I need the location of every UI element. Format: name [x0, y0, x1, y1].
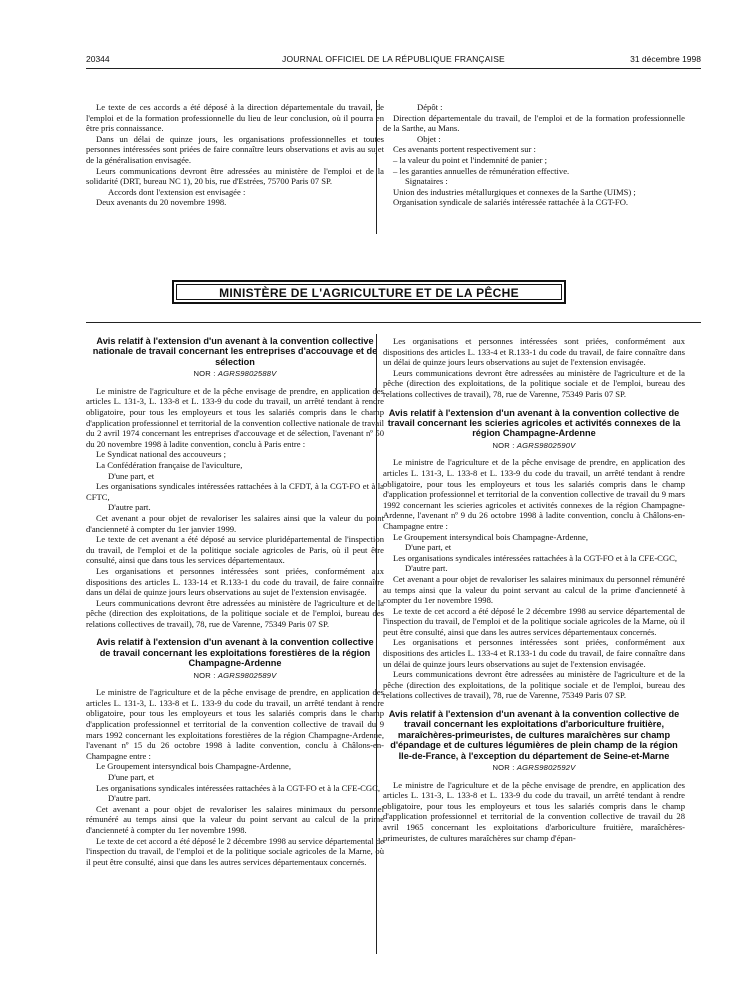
paragraph: Le Groupement intersyndical bois Champagne-Ardenne,	[393, 531, 588, 542]
column-divider	[376, 334, 377, 954]
paragraph: Le ministre de l'agriculture et de la pêche envisage de prendre, en application des articles L. 131-3, L. 133-8 et L. 133-9 du code du travail, un arrêté tendant à rendre obligatoire, pour tous les employeurs et tous les salariés compris dans le champ d'application professionnel et territorial de la convention collective de travail du 9 mars 1992 concernant les exploitations forestières de la région Champagne-Ardenne, l'avenant nº 15 du 26 octobre 1998 à ladite convention, conclu à Châlons-en-Champagne entre :	[86, 687, 384, 761]
paragraph: Les organisations et personnes intéressées sont priées, conformément aux dispositions des articles L. 133-4 et R.133-1 du code du travail, de faire connaître dans un délai de quinze jours leurs observations au sujet de l'extension envisagée.	[383, 336, 685, 368]
paragraph: Le Groupement intersyndical bois Champagne-Ardenne,	[96, 761, 291, 772]
paragraph: D'une part, et	[405, 542, 452, 553]
paragraph: Les organisations syndicales intéressées rattachées à la CGT-FO et à la CFE-CGC,	[96, 782, 381, 793]
paragraph: Les organisations et personnes intéressées sont priées, conformément aux dispositions des articles L. 133-4 et R.133-1 du code du travail, de faire connaître dans un délai de quinze jours leurs observations au sujet de l'extension envisagée.	[383, 637, 685, 669]
paragraph: Deux avenants du 20 novembre 1998.	[96, 197, 227, 208]
paragraph: Les organisations et personnes intéressées sont priées, conformément aux dispositions des articles L. 133-14 et R.133-1 du code du travail, de faire connaître dans un délai de quinze jours leurs observations au sujet de l'extension envisagée.	[86, 565, 384, 598]
paragraph: Organisation syndicale de salariés intéressée rattachée à la CGT-FO.	[393, 197, 629, 208]
issue-date: 31 décembre 1998	[630, 54, 701, 64]
paragraph: Le texte de cet avenant a été déposé au service pluridépartemental de l'inspection du travail, de l'emploi et de la politique sociale agricoles de Paris, où il peut être consulté, ainsi que dans tous les services départementaux.	[86, 534, 384, 566]
paragraph: D'une part, et	[108, 772, 155, 783]
paragraph: Leurs communications devront être adressées au ministère de l'agriculture et de la pêche (direction des exploitations, de la politique sociale et de l'emploi, bureau des relations collectives de travail), 78, rue de Varenne, 75349 Paris 07 SP.	[383, 669, 685, 701]
paragraph: Le Syndicat national des accouveurs ;	[96, 449, 227, 460]
paragraph: Ces avenants portent respectivement sur :	[393, 144, 536, 155]
article-title: Avis relatif à l'extension d'un avenant à la convention collective de travail concernant les scieries agricoles et activités connexes de la région Champagne-Ardenne	[387, 407, 681, 439]
journal-title: JOURNAL OFFICIEL DE LA RÉPUBLIQUE FRANÇAISE	[282, 54, 505, 64]
paragraph: Dans un délai de quinze jours, les organisations professionnelles et toutes personnes intéressées sont priées de faire connaître leurs observations et avis au sujet de la généralisation envisagée.	[86, 133, 384, 165]
paragraph: Dépôt :	[417, 102, 443, 112]
paragraph: – les garanties annuelles de rémunération effective.	[393, 165, 570, 176]
top-left-column	[86, 102, 384, 208]
paragraph: Les organisations syndicales intéressées rattachées à la CGT-FO et à la CFE-CGC,	[393, 552, 678, 563]
article-title: Avis relatif à l'extension d'un avenant à la convention collective nationale de travail concernant les entreprises d'accouvage et de sélection	[92, 336, 378, 367]
paragraph: Cet avenant a pour objet de revaloriser les salaires minimaux du personnel rémunéré au temps ainsi que la valeur du point servant au calcul de la prime d'ancienneté à compter du 1er novembre 1998.	[383, 573, 685, 606]
paragraph: Direction départementale du travail, de l'emploi et de la formation professionnelle de la Sarthe, au Mans.	[383, 112, 685, 134]
paragraph: Signataires :	[405, 176, 448, 187]
article-title: Avis relatif à l'extension d'un avenant à la convention collective de travail concernant les exploitations forestières de la région Champagne-Ardenne	[96, 637, 374, 669]
paragraph: D'autre part.	[405, 563, 448, 574]
paragraph: Cet avenant a pour objet de revaloriser les salaires ainsi que la valeur du point d'ancienneté à compter du 1er janvier 1999.	[86, 512, 384, 534]
paragraph: Le ministre de l'agriculture et de la pêche envisage de prendre, en application des articles L. 131-3, L. 133-8 et L. 133-9 du code du travail, un arrêté tendant à rendre obligatoire, pour tous les employeurs et tous les salariés compris dans le champ d'application professionnel et territorial de la convention collective de travail du 28 avril 1965 concernant les exploitations d'arboriculture fruitière, maraîchères-primeuristes, de cultures maraîchères sur champ d'épan-	[383, 779, 685, 843]
paragraph: D'autre part.	[108, 502, 151, 513]
ministry-banner	[172, 280, 566, 304]
nor-reference: NOR : AGRS9802588V	[193, 369, 277, 379]
nor-reference: NOR : AGRS9802592V	[492, 763, 576, 773]
paragraph: – la valeur du point et l'indemnité de panier ;	[393, 154, 548, 165]
paragraph: Union des industries métallurgiques et connexes de la Sarthe (UIMS) ;	[393, 186, 636, 197]
paragraph: Objet :	[417, 133, 441, 144]
paragraph: La Confédération française de l'aviculture,	[96, 459, 243, 470]
paragraph: Cet avenant a pour objet de revaloriser les salaires minimaux du personnel rémunéré au temps ainsi que la valeur du point servant au calcul de la prime d'ancienneté à compter du 1er novembre 1998.	[86, 803, 384, 835]
paragraph: Les organisations syndicales intéressées rattachées à la CFDT, à la CGT-FO et à la CFTC,	[86, 481, 384, 502]
nor-reference: NOR : AGRS9802589V	[193, 670, 277, 680]
paragraph: Le texte de cet accord a été déposé le 2 décembre 1998 au service départemental de l'inspection du travail, de l'emploi et de la politique sociale agricoles de la Marne, où il peut être consulté, ainsi que dans les autres services départementaux concernés.	[383, 605, 685, 637]
paragraph: Leurs communications devront être adressées au ministère de l'agriculture et de la pêche (direction des exploitations, de la politique sociale et de l'emploi, bureau des relations collectives de travail), 78, rue de Varenne, 75349 Paris 07 SP.	[383, 367, 685, 399]
paragraph: Le ministre de l'agriculture et de la pêche envisage de prendre, en application des articles L. 131-3, L. 133-8 et L. 133-9 du code du travail, un arrêté tendant à rendre obligatoire, pour tous les employeurs et tous les salariés compris dans le champ d'application professionnel et territorial de la convention collective de travail du 9 mars 1992 concernant les scieries agricoles et activités connexes de la région Champagne-Ardenne, l'avenant nº 9 du 26 octobre 1998 à ladite convention, conclu à Châlons-en-Champagne entre :	[383, 457, 685, 531]
top-right-column	[383, 102, 685, 208]
paragraph: D'autre part.	[108, 793, 151, 804]
page-number: 20344	[86, 54, 110, 64]
column-divider	[376, 100, 377, 234]
running-header	[86, 54, 701, 68]
left-column	[86, 336, 384, 867]
paragraph: Le texte de cet accord a été déposé le 2 décembre 1998 au service départemental de l'inspection du travail, de l'emploi et de la politique sociale agricoles de la Marne, où il peut être consulté, ainsi que dans les autres services départementaux concernés.	[86, 835, 384, 867]
right-column	[383, 336, 685, 843]
nor-reference: NOR : AGRS9802590V	[492, 440, 576, 450]
paragraph: Accords dont l'extension est envisagée :	[108, 186, 246, 197]
paragraph: Leurs communications devront être adressées au ministère de l'emploi et de la solidarité (DRT, bureau NC 1), 20 bis, rue d'Estrées, 75700 Paris 07 SP.	[86, 165, 384, 187]
paragraph: Le texte de ces accords a été déposé à la direction départementale du travail, de l'emploi et de la formation professionnelle du lieu de leur conclusion, où il pourra en être pris connaissance.	[86, 102, 384, 134]
ministry-title: MINISTÈRE DE L'AGRICULTURE ET DE LA PÊCHE	[176, 284, 562, 300]
paragraph: D'une part, et	[108, 470, 155, 481]
header-rule	[86, 68, 701, 69]
section-rule	[86, 322, 701, 323]
paragraph: Leurs communications devront être adressées au ministère de l'agriculture et de la pêche (direction des exploitations, de la politique sociale et de l'emploi, bureau des relations collectives de travail), 78, rue de Varenne, 75349 Paris 07 SP.	[86, 597, 384, 629]
article-title: Avis relatif à l'extension d'un avenant à la convention collective de travail concernant les exploitations d'arboriculture fruitière, maraîchères-primeuristes, de cultures maraîchères sur champ d'épandage et de cultures légumières de plein champ de la région Ile-de-France, à l'exception du département de Seine-et-Marne	[388, 709, 680, 761]
paragraph: Le ministre de l'agriculture et de la pêche envisage de prendre, en application des articles L. 131-3, L. 133-8 et L. 133-9 du code du travail, un arrêté tendant à rendre obligatoire, pour tous les employeurs et tous les salariés compris dans le champ d'application professionnel et territorial de la convention collective nationale de travail du 2 avril 1974 concernant les entreprises d'accouvage et de sélection, l'avenant nº 50 du 20 novembre 1998 à ladite convention, conclu à Paris entre :	[86, 385, 384, 449]
